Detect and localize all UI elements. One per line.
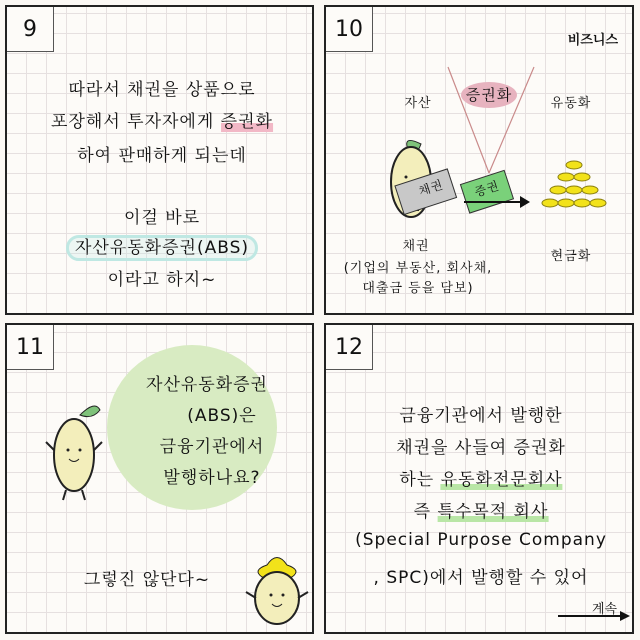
caption-line: , SPC)에서 발행할 수 있어	[373, 568, 589, 588]
lemon-character-icon	[242, 550, 312, 635]
caption-line	[414, 497, 549, 522]
bond-sign-text: 채권	[417, 177, 446, 199]
panel-number: 11	[7, 325, 54, 370]
label-bond: 채권	[402, 239, 430, 254]
panel-10	[324, 5, 634, 315]
continue-arrow-icon[interactable]	[556, 609, 631, 623]
caption-line: 따라서 채권을 상품으로	[68, 80, 256, 100]
highlight-abs: 자산유동화증권(ABS)	[66, 235, 258, 261]
panel-number: 9	[7, 7, 54, 52]
coin-stack-icon	[542, 161, 606, 207]
panel-number: 10	[326, 7, 373, 52]
label-asset: 자산	[404, 96, 432, 111]
label-securitization: 증권화	[465, 86, 513, 104]
label-cash: 현금화	[550, 249, 592, 264]
panel-12	[324, 323, 634, 634]
continue-label[interactable]: 계속	[592, 602, 618, 617]
logo: 비즈니스	[567, 33, 618, 48]
reply-text: 그렇진 않단다~	[83, 570, 211, 590]
highlight-securitization: 증권화	[220, 112, 273, 132]
caption-line: (Special Purpose Company	[355, 530, 607, 550]
caption-line: 이걸 바로	[123, 208, 201, 228]
label-bond-detail: 대출금 등을 담보)	[362, 281, 474, 296]
caption-line: 채권을 사들여 증권화	[396, 438, 566, 458]
panel-11	[5, 323, 314, 634]
panel-number: 12	[326, 325, 373, 370]
arrow-head-icon	[520, 196, 530, 208]
caption-line	[51, 107, 273, 132]
caption-line: 이라고 하지~	[107, 270, 217, 290]
question-line: (ABS)은	[187, 406, 257, 426]
panel-9	[5, 5, 314, 315]
caption-line: 하여 판매하게 되는데	[77, 146, 247, 166]
question-line: 금융기관에서	[159, 437, 265, 457]
caption-text: 하는	[399, 470, 435, 490]
caption-line: 금융기관에서 발행한	[399, 406, 563, 426]
highlight-liquidity-company: 유동화전문회사	[440, 470, 563, 490]
question-line: 자산유동화증권	[146, 375, 268, 395]
question-line: 발행하나요?	[163, 468, 261, 488]
label-bond-detail: (기업의 부동산, 회사채,	[343, 261, 493, 276]
bean-character-icon	[42, 395, 112, 505]
caption-line	[399, 465, 562, 490]
security-sign-text: 증권	[473, 178, 502, 200]
label-liquidity: 유동화	[550, 96, 592, 111]
caption-text: 즉	[413, 502, 432, 522]
caption-text: 포장해서 투자자에게	[51, 112, 215, 132]
highlight-spc: 특수목적 회사	[437, 502, 549, 522]
